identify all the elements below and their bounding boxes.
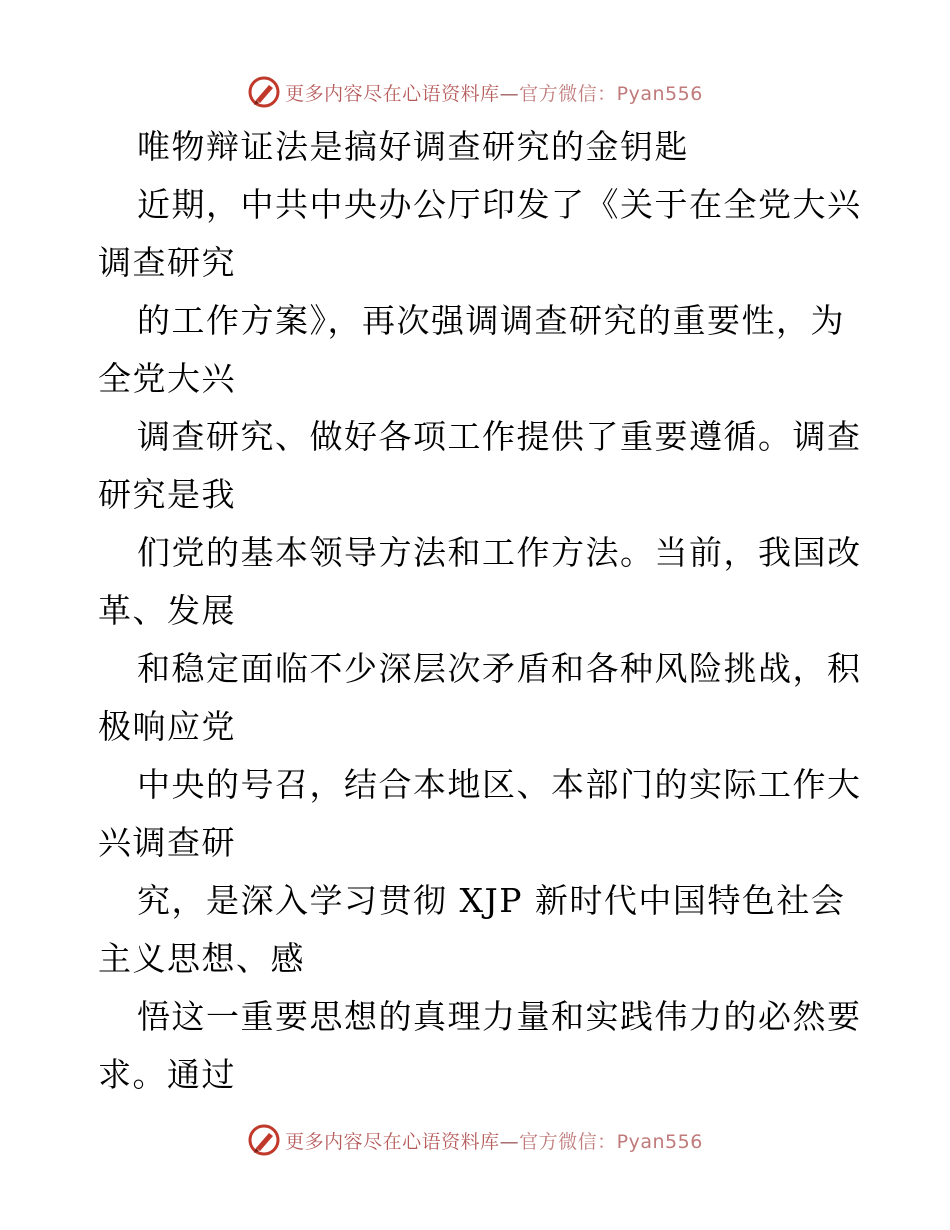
text-line: 求。通过 xyxy=(98,1055,236,1094)
text-line: 全党大兴 xyxy=(98,359,236,398)
footer-watermark-banner xyxy=(0,1120,950,1160)
text-line: 究，是深入学习贯彻 XJP 新时代中国特色社会 xyxy=(137,881,846,920)
banner-text: 更多内容尽在心语资料库—官方微信：Pyan556 xyxy=(285,82,703,105)
text-line: 极响应党 xyxy=(98,707,236,746)
pen-logo-icon xyxy=(247,75,281,109)
banner-text: 更多内容尽在心语资料库—官方微信：Pyan556 xyxy=(285,1130,703,1153)
pen-logo-icon xyxy=(247,1123,281,1157)
text-line: 们党的基本领导方法和工作方法。当前，我国改 xyxy=(137,533,862,572)
header-watermark-banner xyxy=(0,72,950,112)
text-line: 和稳定面临不少深层次矛盾和各种风险挑战，积 xyxy=(137,649,862,688)
text-line: 研究是我 xyxy=(98,475,236,514)
text-line: 悟这一重要思想的真理力量和实践伟力的必然要 xyxy=(137,997,862,1036)
text-line: 中央的号召，结合本地区、本部门的实际工作大 xyxy=(137,765,862,804)
text-line: 的工作方案》，再次强调调查研究的重要性，为 xyxy=(137,301,845,340)
text-line: 唯物辩证法是搞好调查研究的金钥匙 xyxy=(137,127,689,166)
text-line: 兴调查研 xyxy=(98,823,236,862)
text-line: 调查研究 xyxy=(98,243,236,282)
text-line: 主义思想、感 xyxy=(98,939,305,978)
text-line: 近期，中共中央办公厅印发了《关于在全党大兴 xyxy=(137,185,862,224)
text-line: 革、发展 xyxy=(98,591,236,630)
text-line: 调查研究、做好各项工作提供了重要遵循。调查 xyxy=(137,417,862,456)
